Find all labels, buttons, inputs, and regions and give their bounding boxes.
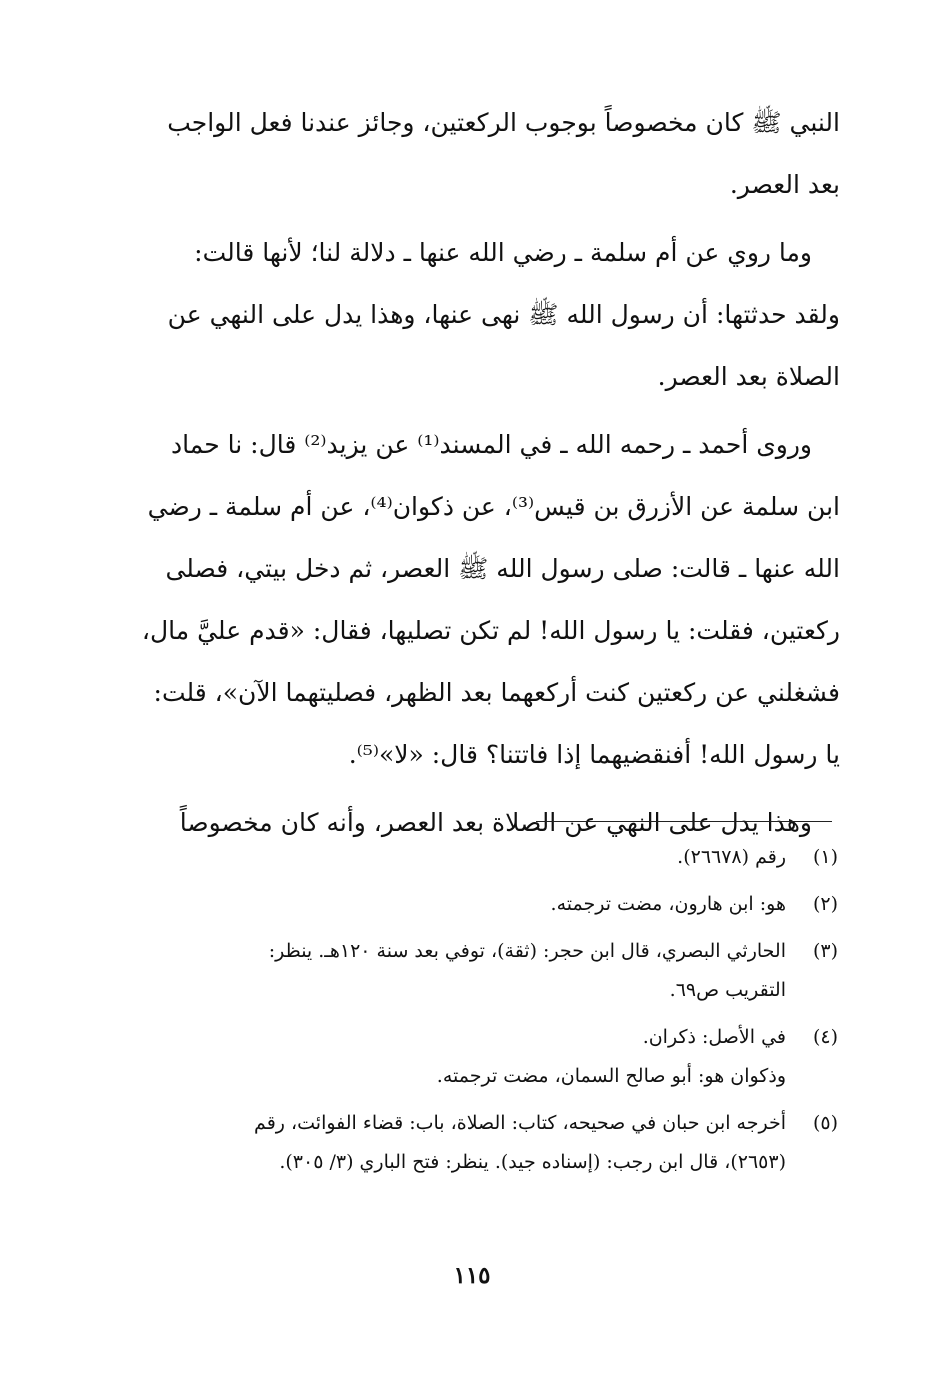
footnote <box>126 1018 838 1096</box>
text-line: وروى أحمد ـ رحمه الله ـ في المسند⁽¹⁾ عن يزيد⁽²⁾ قال: نا حماد <box>171 430 812 459</box>
text-line: الصلاة بعد العصر. <box>657 362 840 391</box>
footnote-divider <box>536 821 832 822</box>
footnote-line: أخرجه ابن حبان في صحيحه، كتاب: الصلاة، باب: قضاء الفوائت، رقم <box>254 1112 786 1134</box>
footnote-text <box>126 932 786 1010</box>
text-line: وهذا يدل على النهي عن الصلاة بعد العصر، وأنه كان مخصوصاً <box>179 808 812 837</box>
footnote-line: الحارثي البصري، قال ابن حجر: (ثقة)، توفي بعد سنة ١٢٠هـ. ينظر: <box>268 940 786 962</box>
text-line: الله عنها ـ قالت: صلى رسول الله ﷺ العصر، ثم دخل بيتي، فصلى <box>165 554 840 583</box>
footnote <box>126 838 838 877</box>
text-line: النبي ﷺ كان مخصوصاً بوجوب الركعتين، وجائز عندنا فعل الواجب <box>167 108 840 137</box>
footnote <box>126 932 838 1010</box>
text-line: وما روي عن أم سلمة ـ رضي الله عنها ـ دلالة لنا؛ لأنها قالت: <box>194 238 812 267</box>
footnote-line: رقم (٢٦٦٧٨). <box>677 846 786 868</box>
footnote-text <box>126 1104 786 1182</box>
footnote <box>126 1104 838 1182</box>
footnotes <box>126 838 838 1190</box>
footnote-line: التقريب ص٦٩. <box>669 979 786 1001</box>
footnote-number: (١) <box>812 846 838 868</box>
main-text <box>128 92 840 854</box>
text-line: ابن سلمة عن الأزرق بن قيس⁽³⁾، عن ذكوان⁽⁴⁾، عن أم سلمة ـ رضي <box>147 492 840 521</box>
text-line: ولقد حدثتها: أن رسول الله ﷺ نهى عنها، وهذا يدل على النهي عن <box>167 300 840 329</box>
footnote <box>126 885 838 924</box>
text-line: ركعتين، فقلت: يا رسول الله! لم تكن تصليها، فقال: «قدم عليَّ مال، <box>141 616 840 645</box>
footnote-line: في الأصل: ذكران. <box>642 1026 786 1048</box>
footnote-number: (٥) <box>812 1112 838 1134</box>
page-number: ١١٥ <box>453 1262 491 1289</box>
text-line: بعد العصر. <box>729 170 840 199</box>
footnote-text <box>126 1018 786 1096</box>
footnote-number: (٣) <box>812 940 838 962</box>
text-line: فشغلني عن ركعتين كنت أركعهما بعد الظهر، فصليتهما الآن»، قلت: <box>153 678 840 707</box>
footnote-line: وذكوان هو: أبو صالح السمان، مضت ترجمته. <box>436 1065 786 1087</box>
footnote-number: (٢) <box>812 893 838 915</box>
footnote-text <box>126 885 786 924</box>
footnote-line: (٢٦٥٣)، قال ابن رجب: (إسناده جيد). ينظر: فتح الباري (٣/ ٣٠٥). <box>279 1151 786 1173</box>
footnote-number: (٤) <box>812 1026 838 1048</box>
footnote-text <box>126 838 786 877</box>
text-line: يا رسول الله! أفنقضيهما إذا فاتتنا؟ قال: «لا»⁽⁵⁾. <box>348 740 840 769</box>
footnote-line: هو: ابن هارون، مضت ترجمته. <box>550 893 786 915</box>
